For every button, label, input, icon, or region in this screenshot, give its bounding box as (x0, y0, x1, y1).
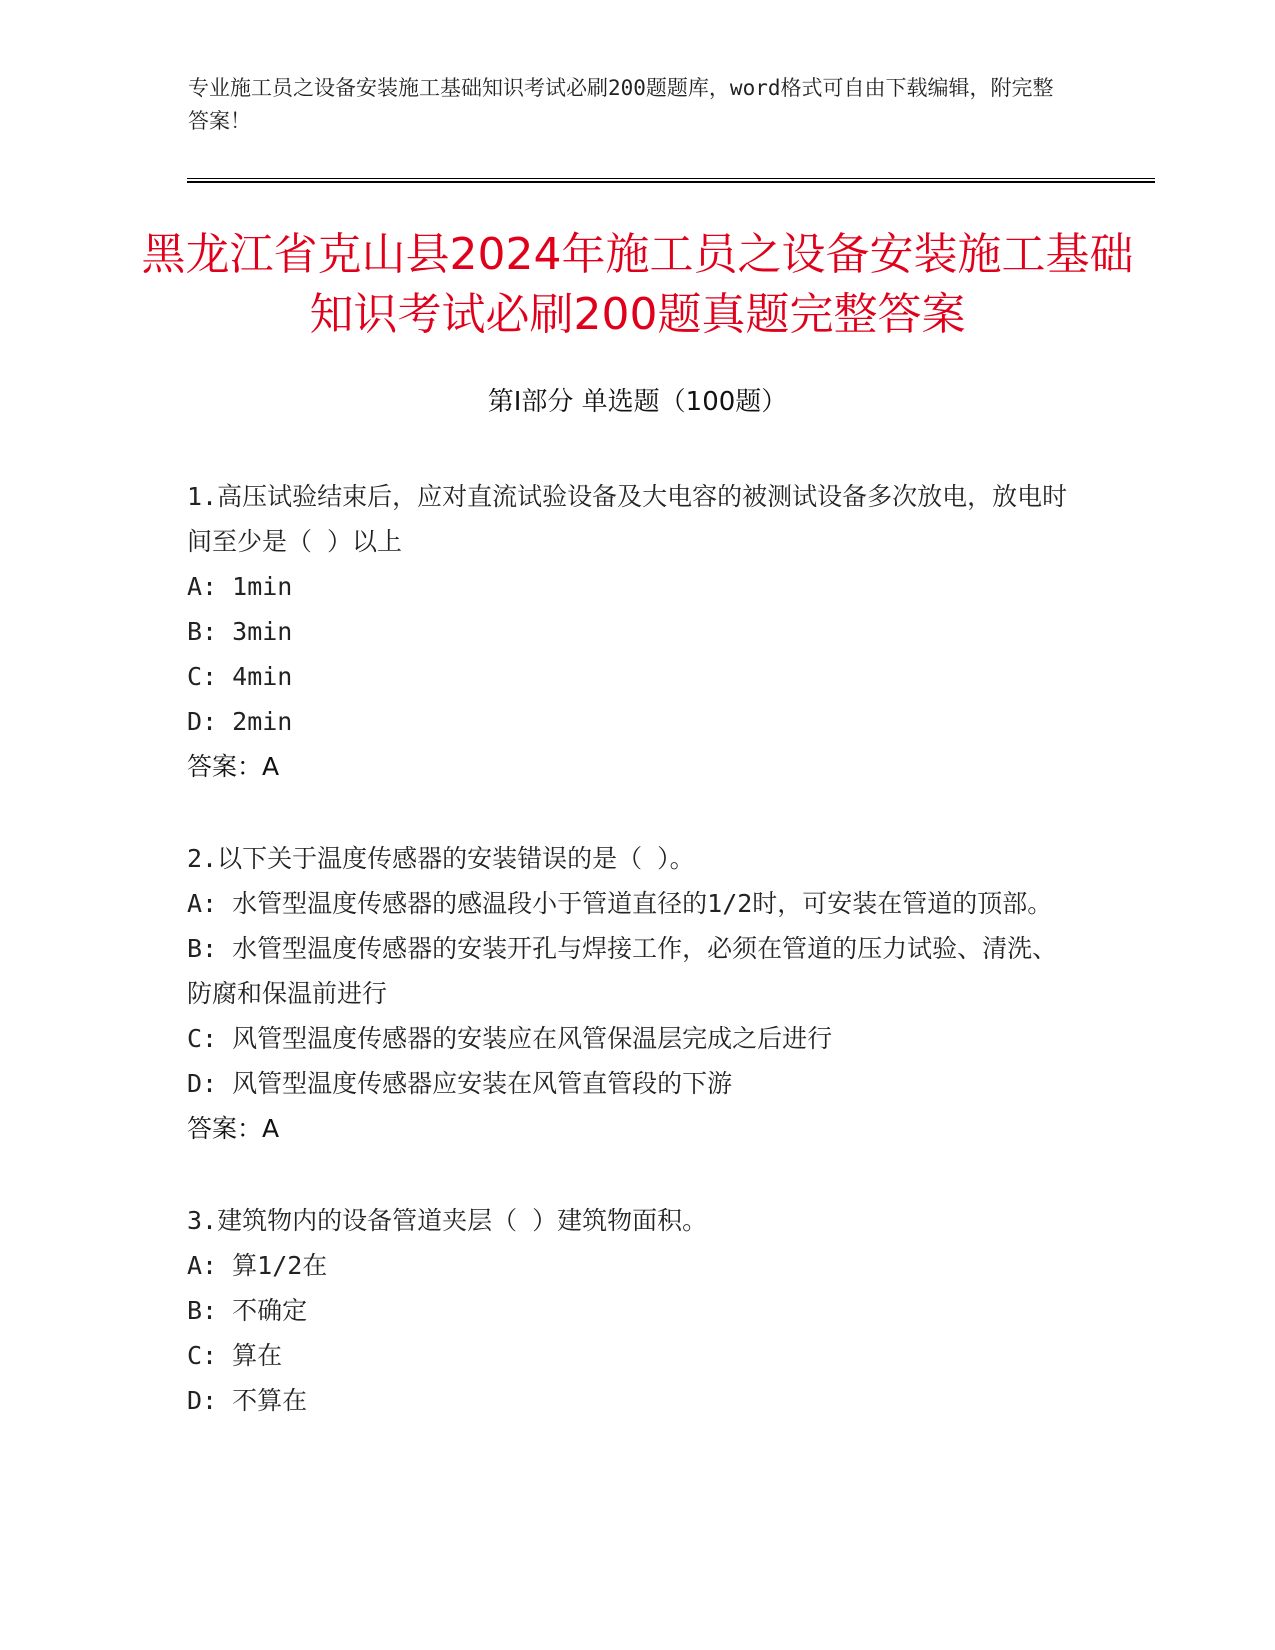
option-a: A: 1min (187, 572, 293, 601)
header-divider-thick (187, 181, 1155, 183)
option-a: A: 算1/2在 (187, 1251, 328, 1280)
option-b: B: 不确定 (187, 1296, 308, 1325)
option-a: A: 水管型温度传感器的感温段小于管道直径的1/2时，可安装在管道的顶部。 (187, 889, 1053, 918)
answer: 答案：A (187, 1114, 280, 1143)
question-item (187, 474, 1077, 789)
option-c: C: 风管型温度传感器的安装应在风管保温层完成之后进行 (187, 1024, 833, 1053)
question-item (187, 836, 1077, 1151)
question-text: 2.以下关于温度传感器的安装错误的是（ ）。 (187, 844, 695, 873)
question-item (187, 1198, 1077, 1423)
option-c: C: 4min (187, 662, 293, 691)
header-note: 专业施工员之设备安装施工基础知识考试必刷200题题库，word格式可自由下载编辑，附完整答案！ (188, 76, 1054, 133)
question-list (187, 474, 1077, 1423)
option-d: D: 不算在 (187, 1386, 308, 1415)
option-d: D: 风管型温度传感器应安装在风管直管段的下游 (187, 1069, 733, 1098)
document-title: 黑龙江省克山县2024年施工员之设备安装施工基础知识考试必刷200题真题完整答案 (141, 229, 1134, 340)
option-c: C: 算在 (187, 1341, 283, 1370)
section-heading: 第Ⅰ部分 单选题（100题） (487, 387, 788, 417)
answer: 答案：A (187, 752, 280, 781)
option-b: B: 水管型温度传感器的安装开孔与焊接工作，必须在管道的压力试验、清洗、防腐和保温前进行 (187, 934, 1058, 1008)
question-text: 3.建筑物内的设备管道夹层（ ）建筑物面积。 (187, 1206, 708, 1235)
option-b: B: 3min (187, 617, 293, 646)
question-text: 1.高压试验结束后，应对直流试验设备及大电容的被测试设备多次放电，放电时间至少是（ ）以上 (187, 482, 1068, 556)
option-d: D: 2min (187, 707, 293, 736)
header-divider-thin (187, 178, 1155, 179)
